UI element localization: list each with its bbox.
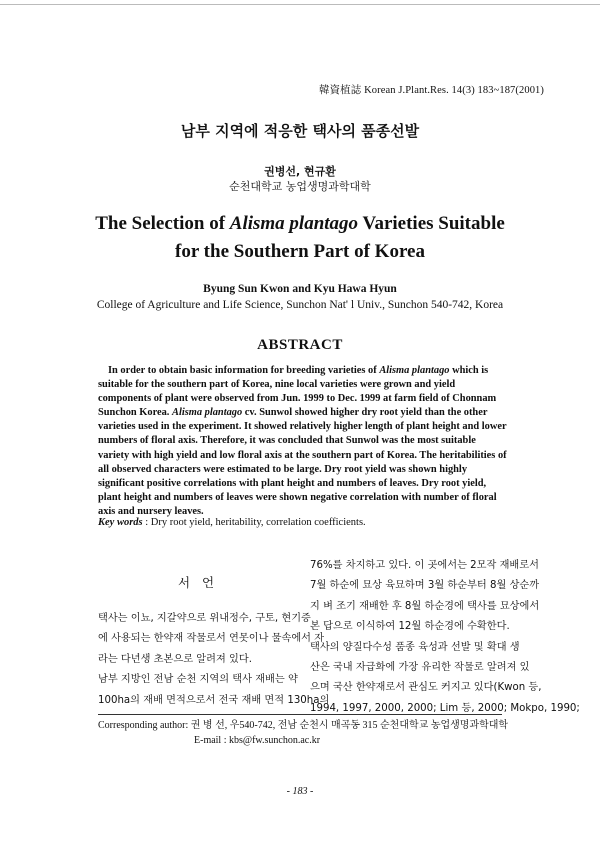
intro-line: 택사의 양질다수성 품종 육성과 선발 및 확대 생 — [310, 641, 520, 653]
english-authors: Byung Sun Kwon and Kyu Hawa Hyun — [203, 283, 397, 295]
korean-title: 남부 지역에 적응한 택사의 품종선발 — [180, 122, 420, 140]
intro-line: 본 답으로 이식하여 12월 하순경에 수확한다. — [310, 621, 510, 633]
abstract-line: numbers of floral axis. Therefore, it was concluded that Sunwol was the most suitable — [98, 435, 476, 447]
intro-line: 지 벼 조기 재배한 후 8월 하순경에 택사를 묘상에서 — [310, 600, 540, 612]
intro-line: 라는 다년생 초본으로 알려져 있다. — [98, 653, 252, 665]
abstract-line: axis and nursery leaves. — [98, 505, 204, 517]
corresponding-author: Corresponding author: 권 병 선, 우540-742, 전남 순천시 매곡동 315 순천대학교 농업생명과학대학 — [98, 720, 509, 731]
species-name: Alisma plantago — [172, 407, 243, 419]
intro-line: 100ha의 재배 면적으로서 전국 재배 면적 130ha의 — [98, 694, 330, 706]
keywords — [98, 517, 366, 528]
intro-line: 7월 하순에 묘상 육묘하며 3월 하순부터 8월 상순까 — [310, 580, 540, 592]
intro-right-column — [310, 556, 580, 719]
intro-left-column — [98, 609, 330, 711]
abstract-line: plant height and numbers of leaves were shown negative correlation with number of floral — [98, 491, 497, 503]
intro-line: 남부 지방인 전남 순천 지역의 택사 재배는 약 — [98, 674, 298, 686]
english-title-line-1 — [0, 210, 600, 238]
english-title-line-2: for the Southern Part of Korea — [175, 241, 425, 262]
english-affiliation: College of Agriculture and Life Science, Sunchon Nat' l Univ., Sunchon 540-742, Korea — [96, 299, 504, 311]
abstract-line: significant positive correlations with plant height and numbers of leaves. Dry root yield, — [98, 477, 487, 489]
corresponding-author-footnote — [98, 718, 508, 748]
abstract-line: all observed characters were estimated to be large. Dry root yield was shown highly — [98, 463, 468, 475]
abstract-body — [98, 364, 507, 519]
intro-line: 1994, 1997, 2000, 2000; Lim 등, 2000; Mokpo, 1990; — [310, 702, 580, 714]
author-email: E-mail : kbs@fw.sunchon.ac.kr — [194, 735, 321, 746]
abstract-heading: ABSTRACT — [257, 337, 343, 353]
keywords-text: : Dry root yield, heritability, correlation coefficients. — [142, 517, 366, 528]
intro-line: 76%를 차지하고 있다. 이 곳에서는 2모작 재배로서 — [310, 560, 539, 571]
korean-affiliation: 순천대학교 농업생명과학대학 — [229, 180, 371, 193]
abstract-line: In order to obtain basic information for breeding varieties of Alisma plantago which is — [108, 365, 489, 376]
intro-line: 에 사용되는 한약재 작물로서 연못이나 물속에서 자 — [98, 633, 325, 645]
intro-line: 으며 국산 한약재로서 관심도 커지고 있다(Kwon 등, — [310, 682, 542, 694]
footnote-divider — [98, 714, 502, 715]
abstract-line: variety with high yield and low floral axis at the southern part of Korea. The heritabilities of — [98, 449, 507, 461]
introduction-heading: 서 언 — [177, 575, 219, 590]
title-species: Alisma plantago — [229, 213, 359, 234]
title-suffix: Varieties Suitable — [358, 213, 505, 234]
intro-line: 산은 국내 자급화에 가장 유리한 작물로 알려져 있 — [310, 662, 530, 674]
abstract-line: Sunchon Korea. Alisma plantago cv. Sunwol showed higher dry root yield than the other — [98, 407, 488, 419]
intro-line: 택사는 이뇨, 지갈약으로 위내정수, 구토, 현기증 — [98, 613, 311, 624]
page-top-edge — [0, 0, 600, 5]
title-prefix: The Selection of — [95, 213, 230, 234]
korean-authors: 권병선, 현규환 — [264, 165, 336, 178]
abstract-line: suitable for the southern part of Korea, nine local varieties were grown and yield — [98, 379, 456, 391]
journal-reference: 韓資植誌 Korean J.Plant.Res. 14(3) 183~187(2001) — [318, 85, 544, 96]
abstract-line: components of plant were observed from Jun. 1999 to Dec. 1999 at farm field of Chonnam — [98, 393, 497, 405]
keywords-label: Key words — [98, 517, 143, 528]
english-title — [0, 210, 600, 266]
species-name: Alisma plantago — [379, 365, 450, 376]
abstract-line: varieties used in the experiment. It showed relatively higher length of plant height and lower — [98, 421, 507, 433]
page-number: - 183 - — [286, 786, 314, 797]
